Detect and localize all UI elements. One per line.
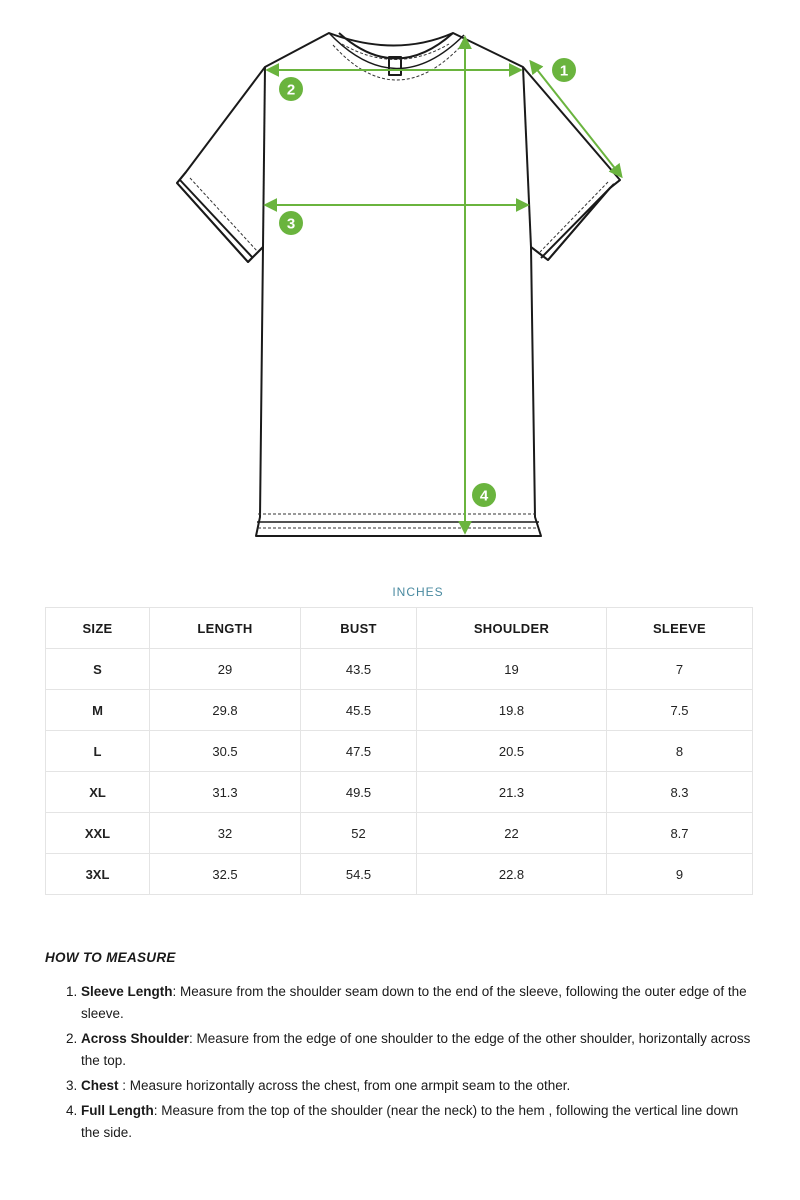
tshirt-diagram: [0, 0, 800, 560]
size-cell: S: [46, 649, 150, 690]
size-cell: M: [46, 690, 150, 731]
instruction-chest: [81, 1075, 755, 1097]
size-cell: L: [46, 731, 150, 772]
unit-label: INCHES: [392, 585, 444, 599]
size-chart-table: [45, 607, 753, 895]
length-cell: 32: [150, 813, 301, 854]
sleeve-cell: 9: [607, 854, 753, 895]
instruction-across-shoulder: [81, 1028, 755, 1072]
size-cell: XXL: [46, 813, 150, 854]
bust-cell: 54.5: [301, 854, 417, 895]
instruction-term: Sleeve Length: [81, 984, 173, 999]
instruction-full-length: [81, 1100, 755, 1144]
length-cell: 30.5: [150, 731, 301, 772]
table-header-row: [46, 608, 753, 649]
instruction-text: Measure from the edge of one shoulder to the edge of the other shoulder, horizontally across the top.: [81, 1031, 751, 1068]
instruction-separator: :: [118, 1078, 130, 1093]
instruction-text: Measure horizontally across the chest, from one armpit seam to the other.: [129, 1078, 571, 1093]
how-to-measure-title: HOW TO MEASURE: [45, 950, 176, 965]
instruction-sleeve-length: [81, 981, 755, 1025]
measure-instructions-list: [45, 981, 755, 1144]
sleeve-cell: 7: [607, 649, 753, 690]
sleeve-cell: 8: [607, 731, 753, 772]
table-row: [46, 731, 753, 772]
svg-text:3: 3: [286, 215, 296, 233]
marker-4-badge: [472, 483, 496, 507]
length-cell: 32.5: [150, 854, 301, 895]
length-cell: 29: [150, 649, 301, 690]
table-row: [46, 649, 753, 690]
marker-3-badge: [279, 211, 303, 235]
svg-text:1: 1: [559, 62, 569, 80]
bust-cell: 45.5: [301, 690, 417, 731]
table-row: [46, 813, 753, 854]
header-shoulder: SHOULDER: [417, 608, 607, 649]
instruction-term: Across Shoulder: [81, 1031, 190, 1046]
shoulder-cell: 22.8: [417, 854, 607, 895]
sleeve-cell: 7.5: [607, 690, 753, 731]
bust-cell: 43.5: [301, 649, 417, 690]
shoulder-cell: 19.8: [417, 690, 607, 731]
marker-2-badge: [279, 77, 303, 101]
shoulder-cell: 20.5: [417, 731, 607, 772]
shoulder-cell: 22: [417, 813, 607, 854]
instruction-separator: :: [172, 984, 181, 999]
sleeve-cell: 8.3: [607, 772, 753, 813]
instruction-separator: :: [189, 1031, 197, 1046]
header-length: LENGTH: [150, 608, 301, 649]
table-row: [46, 772, 753, 813]
table-row: [46, 690, 753, 731]
instruction-term: Chest: [81, 1078, 119, 1093]
header-sleeve: SLEEVE: [607, 608, 753, 649]
shoulder-cell: 21.3: [417, 772, 607, 813]
size-cell: 3XL: [46, 854, 150, 895]
length-cell: 31.3: [150, 772, 301, 813]
sleeve-cell: 8.7: [607, 813, 753, 854]
bust-cell: 49.5: [301, 772, 417, 813]
length-cell: 29.8: [150, 690, 301, 731]
table-row: [46, 854, 753, 895]
marker-1-badge: [552, 58, 576, 82]
size-cell: XL: [46, 772, 150, 813]
svg-text:2: 2: [286, 81, 296, 99]
header-size: SIZE: [46, 608, 150, 649]
svg-text:4: 4: [479, 487, 489, 505]
instruction-separator: :: [153, 1103, 162, 1118]
header-bust: BUST: [301, 608, 417, 649]
instruction-text: Measure from the shoulder seam down to the end of the sleeve, following the outer edge of the sleeve.: [81, 984, 747, 1021]
shoulder-cell: 19: [417, 649, 607, 690]
instruction-term: Full Length: [81, 1103, 154, 1118]
how-to-measure-section: [45, 950, 755, 1147]
bust-cell: 47.5: [301, 731, 417, 772]
instruction-text: Measure from the top of the shoulder (near the neck) to the hem , following the vertical line down the side.: [81, 1103, 739, 1140]
bust-cell: 52: [301, 813, 417, 854]
